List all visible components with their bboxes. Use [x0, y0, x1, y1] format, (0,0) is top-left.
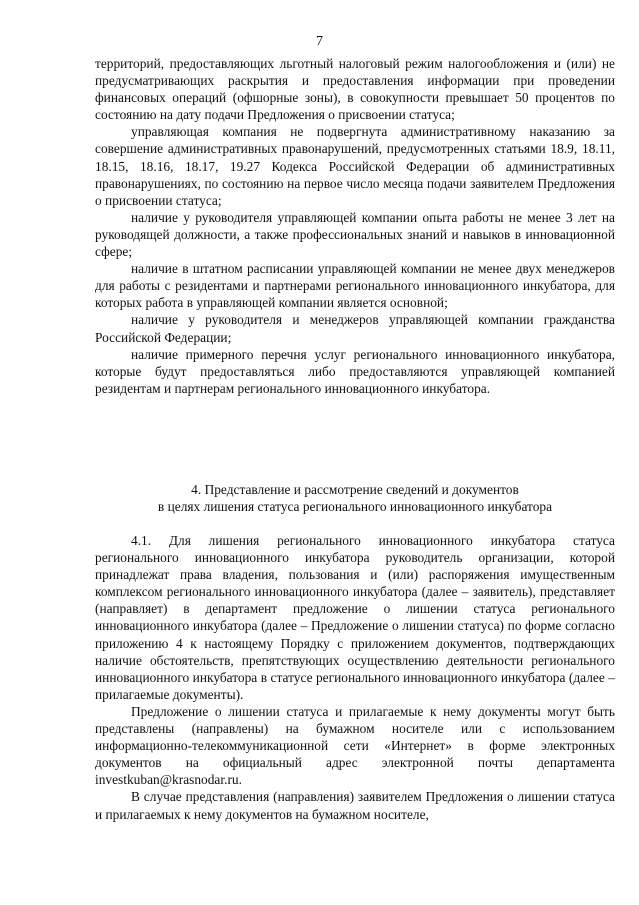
section-heading — [95, 481, 615, 515]
page-number: 7 — [316, 34, 323, 49]
top-text-block — [95, 55, 615, 397]
paragraph: наличие у руководителя и менеджеров управляющей компании гражданства Российской Федерации; — [95, 312, 615, 345]
paragraph: Предложение о лишении статуса и прилагаемые к нему документы могут быть представлены (направлены) на бумажном носителе или с использованием информационно-телекоммуникационной сети «Интернет» в форме электронных документов на официальный адрес электронной почты департамента investkuban@krasnodar.ru. — [95, 703, 615, 788]
paragraph: наличие у руководителя управляющей компании опыта работы не менее 3 лет на руководящей должности, а также профессиональных знаний и навыков в инновационной сфере; — [95, 209, 615, 260]
paragraph: В случае представления (направления) заявителем Предложения о лишении статуса и прилагаемых к нему документов на бумажном носителе, — [95, 789, 615, 822]
paragraph: территорий, предоставляющих льготный налоговый режим налогообложения и (или) не предусматривающих раскрытия и предоставления информации при проведении финансовых операций (офшорные зоны), в совокупности превышает 50 процентов по состоянию на дату подачи Предложения о присвоении статуса; — [95, 56, 615, 123]
paragraph: 4.1. Для лишения регионального инновационного инкубатора статуса регионального инновационного инкубатора руководитель организации, которой принадлежат права владения, пользования и (или) распоряжения имущественным комплексом регионального инновационного инкубатора (далее – заявитель), представляет (направляет) в департамент предложение о лишении статуса регионального инновационного инкубатора (далее – Предложение о лишении статуса) по форме согласно приложению 4 к настоящему Порядку с приложением документов, подтверждающих наличие обстоятельств, препятствующих осуществлению деятельности регионального инновационного инкубатора в статусе регионального инновационного инкубатора (далее – прилагаемые документы). — [95, 533, 615, 702]
paragraph: наличие в штатном расписании управляющей компании не менее двух менеджеров для работы с резидентами и партнерами регионального инновационного инкубатора, для которых работа в управляющей компании является основной; — [95, 261, 615, 311]
paragraph: управляющая компания не подвергнута административному наказанию за совершение административных правонарушений, предусмотренных статьями 18.9, 18.11, 18.15, 18.16, 18.17, 19.27 Кодекса Российской Федерации об административных правонарушениях, по состоянию на первое число месяца подачи заявителем Предложения о присвоении статуса; — [95, 124, 615, 208]
section-text-block — [95, 532, 615, 823]
section-heading-line: в целях лишения статуса регионального инновационного инкубатора — [157, 499, 553, 515]
section-heading-line: 4. Представление и рассмотрение сведений и документов — [191, 482, 519, 497]
paragraph: наличие примерного перечня услуг регионального инновационного инкубатора, которые будут предоставляться либо предоставляются управляющей компанией резидентам и партнерам регионального инновационного инкубатора. — [95, 346, 615, 396]
